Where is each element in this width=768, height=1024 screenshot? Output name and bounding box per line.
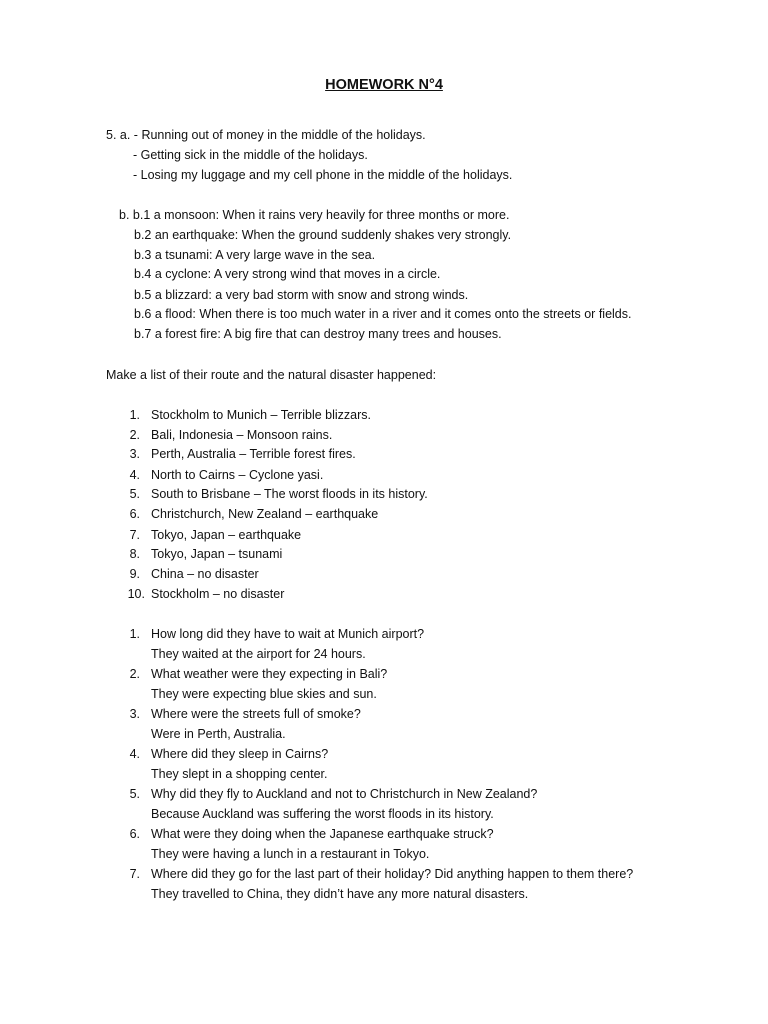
definition-text: When it rains very heavily for three months or more. xyxy=(219,208,510,222)
list-item: Tokyo, Japan – tsunami xyxy=(151,547,283,561)
answer-text: They slept in a shopping center. xyxy=(151,767,328,781)
definition-item xyxy=(134,326,502,342)
list-item: Christchurch, New Zealand – earthquake xyxy=(151,507,379,521)
definition-text: A very strong wind that moves in a circle. xyxy=(211,267,441,281)
question-number: 4. xyxy=(129,747,140,761)
question-number: 1. xyxy=(129,627,140,641)
definition-text: When there is too much water in a river and it comes onto the streets or fields. xyxy=(195,307,632,321)
question-number: 6. xyxy=(129,827,140,841)
definition-item xyxy=(134,247,375,263)
exercise-5a-item: - Losing my luggage and my cell phone in the middle of the holidays. xyxy=(133,168,513,182)
list-number: 10. xyxy=(127,587,145,601)
question-text: Where were the streets full of smoke? xyxy=(151,707,361,721)
list-number: 8. xyxy=(129,547,140,561)
list-number: 5. xyxy=(129,487,140,501)
list-item: Bali, Indonesia – Monsoon rains. xyxy=(151,428,333,442)
definition-text: A very large wave in the sea. xyxy=(212,248,376,262)
question-text: What were they doing when the Japanese earthquake struck? xyxy=(151,827,494,841)
list-item: China – no disaster xyxy=(151,567,259,581)
answer-text: They were expecting blue skies and sun. xyxy=(151,687,377,701)
answer-text: They travelled to China, they didn’t have any more natural disasters. xyxy=(151,887,529,901)
definition-item xyxy=(134,227,511,243)
list-number: 2. xyxy=(129,428,140,442)
definition-text: When the ground suddenly shakes very strongly. xyxy=(238,228,512,242)
list-number: 7. xyxy=(129,528,140,542)
definition-item xyxy=(134,266,440,282)
list-number: 9. xyxy=(129,567,140,581)
list-number: 6. xyxy=(129,507,140,521)
question-text: How long did they have to wait at Munich airport? xyxy=(151,627,425,641)
definition-term: b.5 a blizzard: xyxy=(134,288,212,302)
question-number: 5. xyxy=(129,787,140,801)
question-text: Why did they fly to Auckland and not to Christchurch in New Zealand? xyxy=(151,787,538,801)
exercise-5a-item: Running out of money in the middle of the holidays. xyxy=(141,128,426,142)
exercise-5a-prefix: 5. a. - xyxy=(106,128,138,142)
answer-text: They waited at the airport for 24 hours. xyxy=(151,647,366,661)
list-item: South to Brisbane – The worst floods in its history. xyxy=(151,487,428,501)
list-item: Perth, Australia – Terrible forest fires. xyxy=(151,447,356,461)
answer-text: Because Auckland was suffering the worst floods in its history. xyxy=(151,807,494,821)
question-number: 3. xyxy=(129,707,140,721)
answer-text: Were in Perth, Australia. xyxy=(151,727,286,741)
route-heading: Make a list of their route and the natural disaster happened: xyxy=(106,368,437,382)
list-item: North to Cairns – Cyclone yasi. xyxy=(151,468,324,482)
document-title: HOMEWORK N°4 xyxy=(325,77,443,93)
definition-term: b.7 a forest fire: xyxy=(134,327,221,341)
list-number: 1. xyxy=(129,408,140,422)
question-number: 7. xyxy=(129,867,140,881)
definition-term: b.6 a flood: xyxy=(134,307,196,321)
definition-term: b.3 a tsunami: xyxy=(134,248,213,262)
definition-text: A big fire that can destroy many trees and houses. xyxy=(220,327,502,341)
definition-text: a very bad storm with snow and strong winds. xyxy=(211,288,469,302)
definition-item xyxy=(119,207,509,223)
answer-text: They were having a lunch in a restaurant in Tokyo. xyxy=(151,847,430,861)
definition-item xyxy=(134,306,631,322)
question-text: Where did they go for the last part of their holiday? Did anything happen to them there? xyxy=(151,867,634,881)
list-item: Stockholm – no disaster xyxy=(151,587,285,601)
list-number: 4. xyxy=(129,468,140,482)
list-number: 3. xyxy=(129,447,140,461)
exercise-5a-line xyxy=(106,127,426,143)
question-text: Where did they sleep in Cairns? xyxy=(151,747,329,761)
question-number: 2. xyxy=(129,667,140,681)
definition-term: b.2 an earthquake: xyxy=(134,228,239,242)
list-item: Tokyo, Japan – earthquake xyxy=(151,528,302,542)
definition-term: b.4 a cyclone: xyxy=(134,267,212,281)
question-text: What weather were they expecting in Bali? xyxy=(151,667,388,681)
list-item: Stockholm to Munich – Terrible blizzars. xyxy=(151,408,371,422)
definition-term: b. b.1 a monsoon: xyxy=(119,208,220,222)
definition-item xyxy=(134,287,468,303)
exercise-5a-item: - Getting sick in the middle of the holidays. xyxy=(133,148,368,162)
